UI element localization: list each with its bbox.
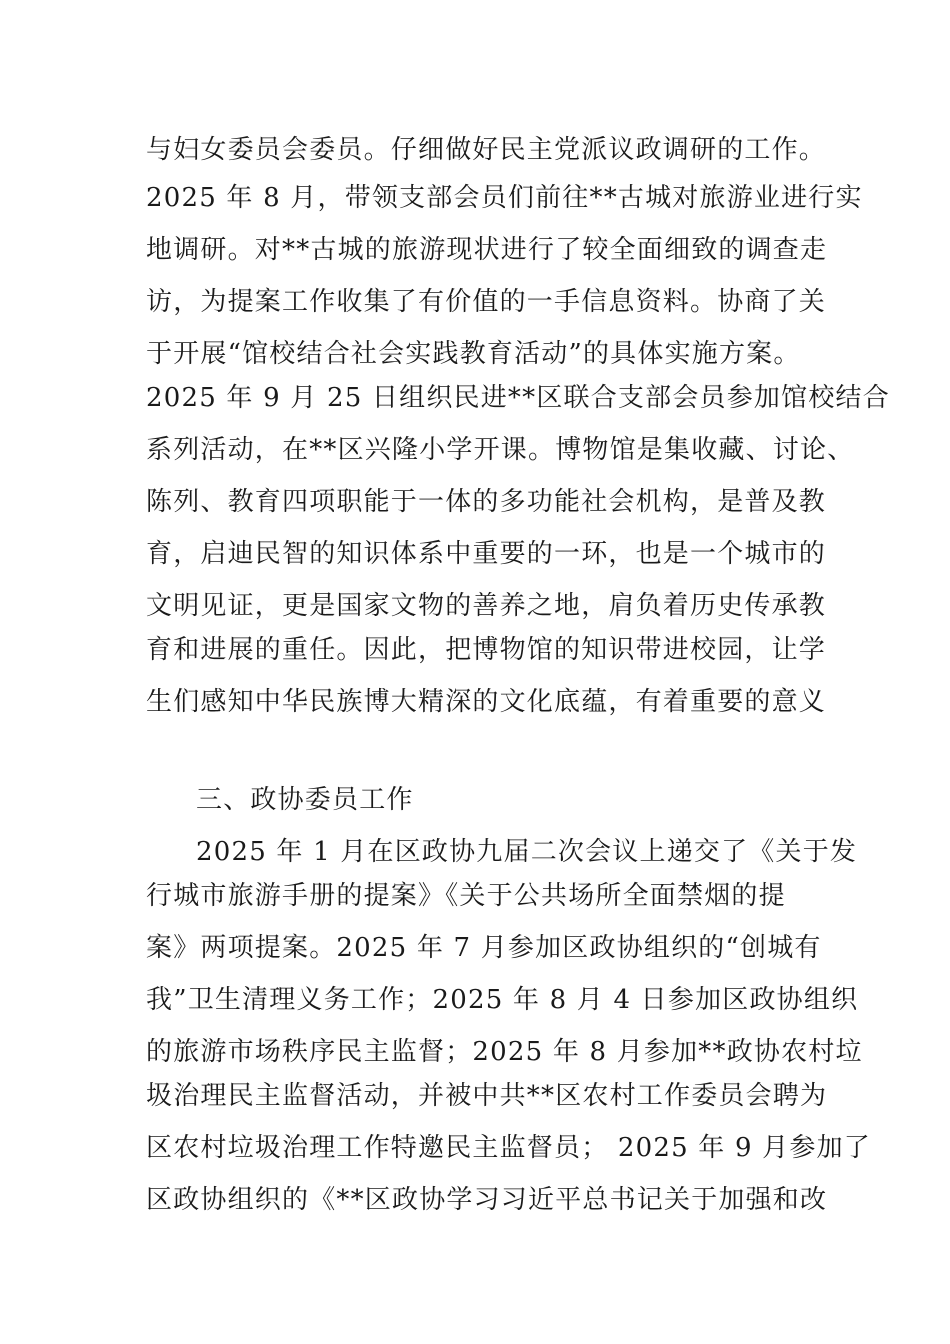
text-line: 访，为提案工作收集了有价值的一手信息资料。协商了关 — [146, 287, 827, 317]
text-line: 区政协组织的《**区政协学习习近平总书记关于加强和改 — [146, 1185, 828, 1215]
section-heading: 三、政协委员工作 — [196, 785, 414, 815]
text-line: 区农村垃圾治理工作特邀民主监督员； 2025 年 9 月参加了 — [146, 1133, 871, 1163]
text-line: 行城市旅游手册的提案》《关于公共场所全面禁烟的提 — [146, 881, 786, 911]
text-line: 陈列、教育四项职能于一体的多功能社会机构，是普及教 — [146, 487, 827, 517]
text-line: 育，启迪民智的知识体系中重要的一环，也是一个城市的 — [146, 539, 827, 569]
text-line: 于开展“馆校结合社会实践教育活动”的具体实施方案。 — [146, 339, 801, 369]
text-line: 2025 年 9 月 25 日组织民进**区联合支部会员参加馆校结合 — [146, 383, 890, 413]
text-line: 2025 年 1 月在区政协九届二次会议上递交了《关于发 — [196, 837, 858, 867]
text-line: 我”卫生清理义务工作；2025 年 8 月 4 日参加区政协组织 — [146, 985, 859, 1015]
text-line: 案》两项提案。2025 年 7 月参加区政协组织的“创城有 — [146, 933, 822, 963]
text-line: 地调研。对**古城的旅游现状进行了较全面细致的调查走 — [146, 235, 828, 265]
text-line: 与妇女委员会委员。仔细做好民主党派议政调研的工作。 — [146, 135, 827, 165]
text-line: 文明见证，更是国家文物的善养之地，肩负着历史传承教 — [146, 591, 827, 621]
text-line: 的旅游市场秩序民主监督；2025 年 8 月参加**政协农村垃 — [146, 1037, 863, 1067]
text-line: 育和进展的重任。因此，把博物馆的知识带进校园，让学 — [146, 635, 827, 665]
text-line: 圾治理民主监督活动，并被中共**区农村工作委员会聘为 — [146, 1081, 828, 1111]
text-line: 系列活动，在**区兴隆小学开课。博物馆是集收藏、讨论、 — [146, 435, 855, 465]
text-line: 生们感知中华民族博大精深的文化底蕴，有着重要的意义 — [146, 687, 827, 717]
text-line: 2025 年 8 月，带领支部会员们前往**古城对旅游业进行实 — [146, 183, 863, 213]
